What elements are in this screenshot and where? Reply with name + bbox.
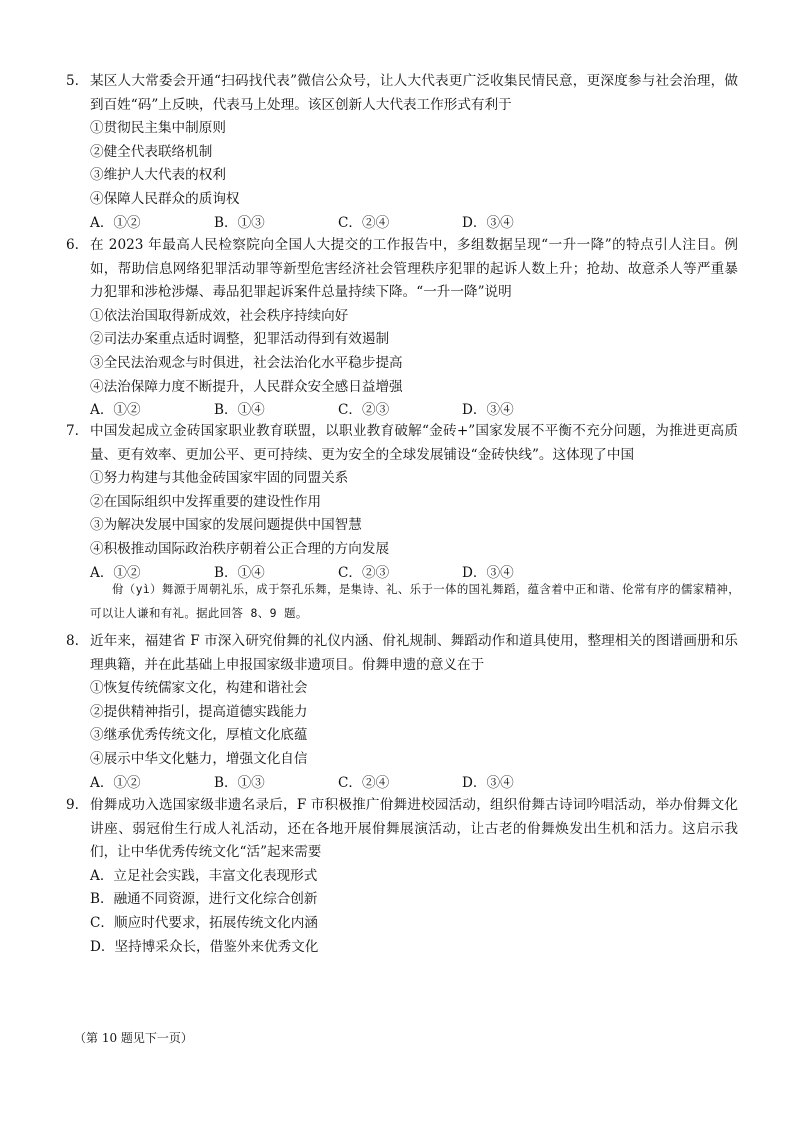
statement-option: ④展示中华文化魅力，增强文化自信: [90, 750, 308, 767]
statement-option: ②提供精神指引，提高道德实践能力: [90, 703, 308, 720]
statement-option: ①努力构建与其他金砖国家牢固的同盟关系: [90, 470, 349, 487]
choice-c: C．顺应时代要求，拓展传统文化内涵: [90, 914, 318, 931]
choice-c: C．②③: [338, 564, 390, 581]
answer-choices: [90, 772, 738, 796]
choice-a: A．①②: [90, 214, 141, 231]
question-number: 6.: [66, 237, 79, 253]
question-7: [66, 420, 738, 585]
choice-d: D．③④: [462, 774, 514, 791]
choice-c: C．②④: [338, 774, 390, 791]
statement-option: ③为解决发展中国家的发展问题提供中国智慧: [90, 517, 362, 534]
question-number: 7.: [66, 423, 79, 439]
choice-c: C．②④: [338, 214, 390, 231]
question-number: 9.: [66, 797, 79, 813]
choice-a: A．①②: [90, 402, 141, 419]
statement-option: ①依法治国取得新成效，社会秩序持续向好: [90, 307, 349, 324]
statement-option: ①恢复传统儒家文化，构建和谐社会: [90, 680, 308, 697]
question-number: 5.: [66, 73, 79, 89]
choice-b: B．①④: [214, 402, 265, 419]
statement-option: ④保障人民群众的质询权: [90, 190, 240, 207]
question-stem: 近年来，福建省 F 市深入研究佾舞的礼仪内涵、佾礼规制、舞蹈动作和道具使用，整理相关的图谱画册和乐理典籍，并在此基础上申报国家级非遗项目。佾舞申遗的意义在于: [90, 633, 738, 673]
statement-option: ①贯彻民主集中制原则: [90, 120, 226, 137]
question-stem: 中国发起成立金砖国家职业教育联盟，以职业教育破解“金砖+”国家发展不平衡不充分问题，为推进更高质量、更有效率、更加公平、更可持续、更为安全的全球发展铺设“金砖快线”。这体现了中国: [90, 423, 738, 463]
statement-option: ②司法办案重点适时调整，犯罪活动得到有效遏制: [90, 331, 390, 348]
statement-option: ③维护人大代表的权利: [90, 167, 226, 184]
choice-d: D．③④: [462, 402, 514, 419]
choice-d: D．③④: [462, 214, 514, 231]
statement-option: ④积极推动国际政治秩序朝着公正合理的方向发展: [90, 540, 390, 557]
choice-b: B．①④: [214, 564, 265, 581]
question-stem: 某区人大常委会开通“扫码找代表”微信公众号，让人大代表更广泛收集民情民意，更深度参与社会治理，做到百姓“码”上反映，代表马上处理。该区创新人大代表工作形式有利于: [90, 73, 738, 113]
question-stem: 佾舞成功入选国家级非遗名录后，F 市积极推广佾舞进校园活动，组织佾舞古诗词吟唱活动，举办佾舞文化讲座、弱冠佾生行成人礼活动，还在各地开展佾舞展演活动，让古老的佾舞焕发出生机和活力。这启示我们，让中华优秀传统文化“活”起来需要: [90, 797, 738, 861]
choice-a: A．立足社会实践，丰富文化表现形式: [90, 867, 318, 884]
choice-d: D．③④: [462, 564, 514, 581]
choice-b: B．①③: [214, 214, 265, 231]
choice-c: C．②③: [338, 402, 390, 419]
statement-option: ③全民法治观念与时俱进，社会法治化水平稳步提高: [90, 354, 403, 371]
statement-option: ④法治保障力度不断提升，人民群众安全感日益增强: [90, 378, 403, 395]
question-8: [66, 630, 738, 795]
choice-b: B．①③: [214, 774, 265, 791]
question-5: [66, 70, 738, 235]
choice-b: B．融通不同资源，进行文化综合创新: [90, 891, 318, 908]
statement-option: ②在国际组织中发挥重要的建设性作用: [90, 493, 322, 510]
question-stem: 在 2023 年最高人民检察院向全国人大提交的工作报告中，多组数据呈现“一升一降”的特点引人注目。例如，帮助信息网络犯罪活动罪等新型危害经济社会管理秩序犯罪的起诉人数上升；抢劫、故意杀人等严重暴力犯罪和涉枪涉爆、毒品犯罪起诉案件总量持续下降。“一升一降”说明: [90, 237, 738, 301]
statement-option: ③继承优秀传统文化，厚植文化底蕴: [90, 727, 308, 744]
question-6: [66, 234, 738, 423]
choice-a: A．①②: [90, 774, 141, 791]
continue-note: （第 10 题见下一页）: [74, 1031, 193, 1045]
question-9: [66, 794, 738, 959]
choice-a: A．①②: [90, 564, 141, 581]
statement-option: ②健全代表联络机制: [90, 143, 213, 160]
answer-choices: [90, 212, 738, 236]
question-number: 8.: [66, 633, 79, 649]
choice-d: D．坚持博采众长，借鉴外来优秀文化: [90, 938, 319, 955]
reading-material: 佾（yì）舞源于周朝礼乐，成于祭孔乐舞，是集诗、礼、乐于一体的国礼舞蹈，蕴含着中正和谐、伦常有序的儒家精神，可以让人谦和有礼。据此回答 8、9 题。: [90, 582, 740, 620]
